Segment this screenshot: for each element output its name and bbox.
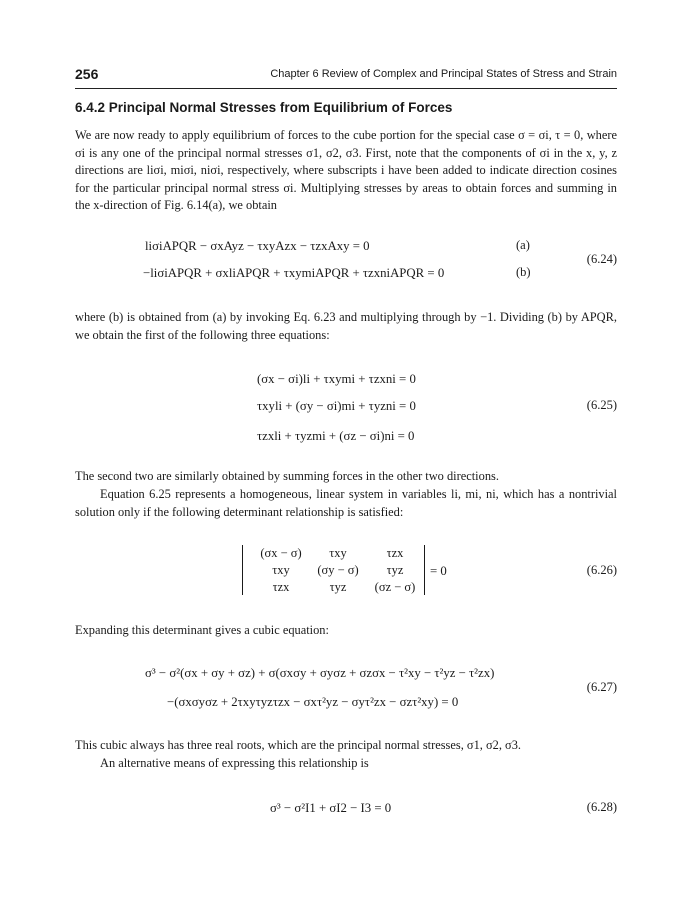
section-title: 6.4.2 Principal Normal Stresses from Equilibrium of Forces [75,100,453,115]
equation-number-6-26: (6.26) [586,563,617,577]
matrix-cell: (σy − σ) [317,563,359,577]
paragraph-alternative: An alternative means of expressing this relationship is [100,756,369,770]
running-head: Chapter 6 Review of Complex and Principal States of Stress and Strain [270,68,617,80]
equation-number-6-27: (6.27) [586,680,617,694]
paragraph-dividing: where (b) is obtained from (a) by invoking Eq. 6.23 and multiplying through by −1. Dividing (b) by APQR, we obtain the first of the following three equations: [75,310,617,342]
equation-number-6-28: (6.28) [586,800,617,814]
equation-6-24b: −liσiAPQR + σxliAPQR + τxymiAPQR + τzxniAPQR = 0 [143,266,445,280]
matrix-cell: τzx [272,580,290,594]
paragraph-homogeneous: Equation 6.25 represents a homogeneous, linear system in variables li, mi, ni, which has a nontrivial solution only if the following determinant relationship is satisfied: [75,487,617,519]
equation-6-27-line1: σ³ − σ²(σx + σy + σz) + σ(σxσy + σyσz + σzσx − τ²xy − τ²yz − τ²zx) [145,666,495,680]
equation-6-24a: liσiAPQR − σxAyz − τxyAzx − τzxAxy = 0 [145,239,370,253]
matrix-cell: (σz − σ) [374,580,416,594]
page-header [75,66,617,89]
matrix-cell: (σx − σ) [260,546,302,560]
equation-number-6-24: (6.24) [586,252,617,266]
matrix-cell: τzx [386,546,404,560]
equation-label-a: (a) [516,238,530,252]
equation-6-28-line1: σ³ − σ²I1 + σI2 − I3 = 0 [270,801,392,815]
matrix-cell: τyz [386,563,404,577]
matrix-cell: τyz [329,580,347,594]
matrix-cell: τxy [272,563,290,577]
paragraph-expanding: Expanding this determinant gives a cubic equation: [75,623,329,637]
equation-number-6-25: (6.25) [586,398,617,412]
equation-6-25-line3: τzxli + τyzmi + (σz − σi)ni = 0 [257,429,415,443]
matrix-cell: τxy [329,546,347,560]
equation-6-25-line2: τxyli + (σy − σi)mi + τyzni = 0 [257,399,416,413]
determinant-rhs: = 0 [430,564,447,578]
paragraph-intro: We are now ready to apply equilibrium of forces to the cube portion for the special case σ = σi, τ = 0, where σi is any one of the principal normal stresses σ1, σ2, σ3. First, note that the components of σi in the x, y, z directions are liσi, miσi, niσi, respectively, where subscripts i have been added to indicate direction cosines for the particular principal normal stress σi. Multiplying stresses by areas to obtain forces and summing in the x-direction of Fig. 6.14(a), we obtain [75,128,617,212]
equation-6-25-line1: (σx − σi)li + τxymi + τzxni = 0 [257,372,416,386]
equation-label-b: (b) [516,265,531,279]
equation-6-27-line2: −(σxσyσz + 2τxyτyzτzx − σxτ²yz − σyτ²zx − σzτ²xy) = 0 [167,695,459,709]
paragraph-second-two: The second two are similarly obtained by summing forces in the other two directions. [75,469,499,483]
paragraph-cubic-roots: This cubic always has three real roots, which are the principal normal stresses, σ1, σ2, σ3. [75,738,522,752]
determinant-left-bar [242,545,243,595]
page-number: 256 [75,66,99,82]
